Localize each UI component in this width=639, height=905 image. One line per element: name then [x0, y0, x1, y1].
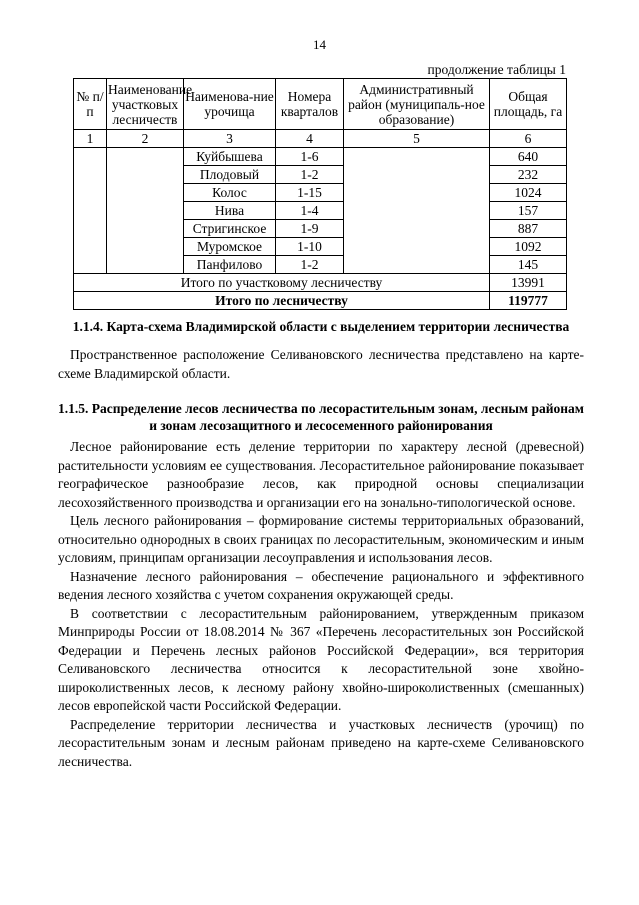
header-quarters: Номера кварталов: [276, 79, 344, 130]
section-1-1-5: [58, 400, 584, 771]
quarters-cell: 1-10: [276, 238, 344, 256]
header-district-forestry: Наименование участковых лесничеств: [107, 79, 184, 130]
admin-district-cell-empty: [344, 148, 490, 274]
area-cell: 157: [490, 202, 567, 220]
quarters-cell: 1-9: [276, 220, 344, 238]
district-cell-empty: [107, 148, 184, 274]
paragraph: Цель лесного районирования – формирование системы территориальных образований, относительно однородных в своих границах по лесорастительным, экономическим и иным условиям, принципам организации лесоуправления и использования лесов.: [58, 513, 584, 565]
section-1-1-4: [58, 318, 584, 383]
tract-cell: Колос: [184, 184, 276, 202]
table-row: [74, 148, 567, 166]
quarters-cell: 1-15: [276, 184, 344, 202]
subtotal-row: [74, 274, 567, 292]
total-row: [74, 292, 567, 310]
paragraph: Распределение территории лесничества и участковых лесничеств (урочищ) по лесорастительным зонам и лесным районам приведено на карте-схеме Селивановского лесничества.: [58, 716, 584, 769]
paragraph: В соответствии с лесорастительным районированием, утвержденным приказом Минприроды России от 18.08.2014 № 367 «Перечень лесорастительных зон Российской Федерации и Перечень лесных районов Российской Федерации», вся территория Селивановского лесничества относится к лесорастительной зоне хвойно-широколиственных лесов, к лесному району хвойно-широколиственных (смешанных) лесов европейской части Российской Федерации.: [58, 605, 584, 713]
header-tract-name: Наименова-ние урочища: [184, 79, 276, 130]
number-cell-empty: [74, 148, 107, 274]
total-label: Итого по лесничеству: [74, 292, 490, 310]
tract-cell: Панфилово: [184, 256, 276, 274]
header-number: № п/п: [74, 79, 107, 130]
column-number: 4: [276, 130, 344, 148]
area-cell: 887: [490, 220, 567, 238]
column-number: 6: [490, 130, 567, 148]
table-caption: продолжение таблицы 1: [427, 62, 566, 77]
total-value: 119777: [490, 292, 567, 310]
subtotal-value: 13991: [490, 274, 567, 292]
area-cell: 145: [490, 256, 567, 274]
tract-cell: Плодовый: [184, 166, 276, 184]
area-cell: 1024: [490, 184, 567, 202]
area-cell: 640: [490, 148, 567, 166]
section-title: 1.1.5. Распределение лесов лесничества по лесорастительным зонам, лесным районам и зонам лесозащитного и лесосеменного районирования: [58, 401, 584, 433]
quarters-cell: 1-6: [276, 148, 344, 166]
column-number: 3: [184, 130, 276, 148]
column-number: 1: [74, 130, 107, 148]
subtotal-label: Итого по участковому лесничеству: [74, 274, 490, 292]
header-admin-district: Административный район (муниципаль-ное образование): [344, 79, 490, 130]
area-cell: 232: [490, 166, 567, 184]
paragraph: Назначение лесного районирования – обеспечение рационального и эффективного ведения лесного хозяйства с учетом сохранения окружающей среды.: [58, 568, 584, 602]
column-number: 5: [344, 130, 490, 148]
page-number: 14: [313, 37, 326, 52]
tract-cell: Нива: [184, 202, 276, 220]
area-cell: 1092: [490, 238, 567, 256]
quarters-cell: 1-2: [276, 256, 344, 274]
tract-cell: Муромское: [184, 238, 276, 256]
quarters-cell: 1-4: [276, 202, 344, 220]
header-total-area: Общая площадь, га: [490, 79, 567, 130]
paragraph: Лесное районирование есть деление территории по характеру лесной (древесной) растительности условиям ее существования. Лесорастительное районирование показывает географическое разнообразие лесов, как природной основы специализации лесохозяйственного производства и организации его на зонально-типологической основе.: [58, 439, 584, 510]
quarters-cell: 1-2: [276, 166, 344, 184]
tract-cell: Куйбышева: [184, 148, 276, 166]
tract-cell: Стригинское: [184, 220, 276, 238]
section-title: 1.1.4. Карта-схема Владимирской области с выделением территории лесничества: [72, 319, 570, 334]
forestry-table: [73, 78, 567, 310]
column-number: 2: [107, 130, 184, 148]
column-number-row: [74, 130, 567, 148]
paragraph: Пространственное расположение Селивановского лесничества представлено на карте-схеме Владимирской области.: [58, 347, 584, 381]
